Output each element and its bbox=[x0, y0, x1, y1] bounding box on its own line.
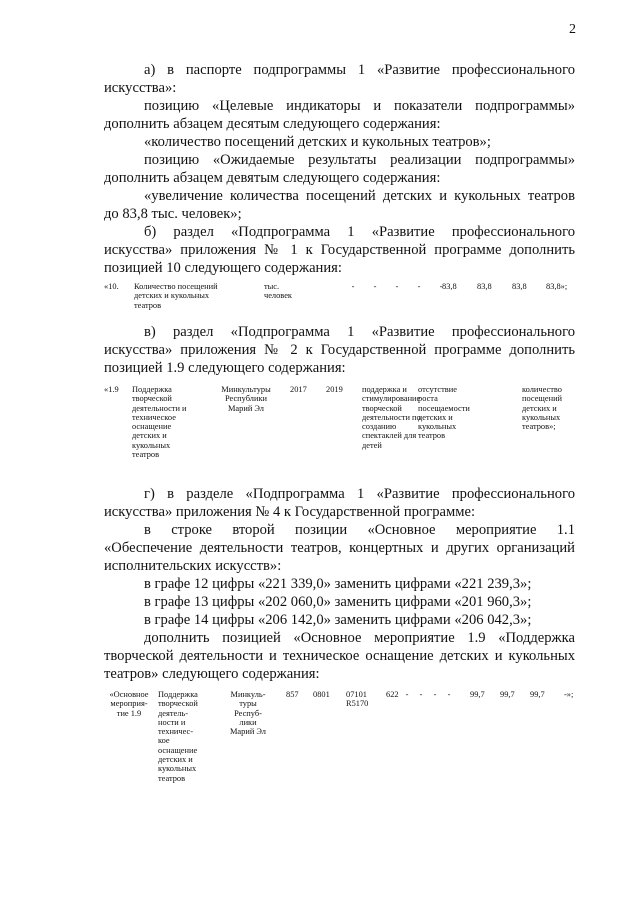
table-cell-executor: Минкуль- туры Респуб- лики Марий Эл bbox=[229, 690, 266, 737]
table-cell-value: 99,7 bbox=[470, 690, 485, 699]
table-cell-value: - bbox=[419, 690, 423, 699]
table-cell-value: - bbox=[395, 282, 399, 291]
table-cell-value: 99,7 bbox=[500, 690, 515, 699]
table-cell-value: - bbox=[351, 282, 355, 291]
table-cell-name: Поддержка творческой деятельности и техническое оснащение детских и кукольных театров bbox=[132, 385, 187, 460]
table-cell-name: Количество посещений детских и кукольных театров bbox=[134, 282, 218, 310]
paragraph-line: искусства» приложения № 1 к Государственной программе дополнить bbox=[104, 242, 575, 258]
paragraph-line: «увеличение количества посещений детских и кукольных театров bbox=[144, 188, 575, 204]
paragraph-line: в графе 12 цифры «221 339,0» заменить цифрами «221 239,3»; bbox=[144, 576, 532, 592]
table-position-10 bbox=[104, 282, 584, 318]
table-cell-indicator: количество посещений детских и кукольных театров»; bbox=[522, 385, 563, 432]
paragraph-line: «Обеспечение деятельности театров, концертных и других организаций bbox=[104, 540, 575, 556]
table-position-1-9 bbox=[104, 385, 584, 465]
paragraph-line: исполнительских искусств»: bbox=[104, 558, 282, 574]
paragraph-line: искусства»: bbox=[104, 80, 177, 96]
table-cell-title: Поддержка творческой деятель- ности и техничес- кое оснащение детских и кукольных театров bbox=[158, 690, 198, 783]
table-cell-value: - bbox=[433, 690, 437, 699]
paragraph-line: «количество посещений детских и кукольных театров»; bbox=[144, 134, 491, 150]
table-cell-executor: Минкультуры Республики Марий Эл bbox=[221, 385, 271, 413]
table-cell-end-year: 2019 bbox=[326, 385, 343, 394]
paragraph-line: в строке второй позиции «Основное мероприятие 1.1 bbox=[144, 522, 575, 538]
table-main-event-1-9 bbox=[104, 690, 584, 790]
paragraph-line: позицией 1.9 следующего содержания: bbox=[104, 360, 346, 376]
table-cell-start-year: 2017 bbox=[290, 385, 307, 394]
table-cell-number: «1.9 bbox=[104, 385, 119, 394]
paragraph-line: позицию «Целевые индикаторы и показатели подпрограммы» bbox=[144, 98, 575, 114]
table-cell-value: - bbox=[447, 690, 451, 699]
table-cell-name: «Основное мероприя- тие 1.9 bbox=[109, 690, 149, 718]
table-cell-number: «10. bbox=[104, 282, 119, 291]
table-cell-value: 83,8 bbox=[442, 282, 457, 291]
paragraph-line: позицией 10 следующего содержания: bbox=[104, 260, 342, 276]
paragraph-line: дополнить позицией «Основное мероприятие 1.9 «Поддержка bbox=[144, 630, 575, 646]
paragraph-line: в графе 14 цифры «206 142,0» заменить цифрами «206 042,3»; bbox=[144, 612, 532, 628]
table-cell-value: - bbox=[405, 690, 409, 699]
table-cell-direction: поддержка и стимулирование творческой деятельности по созданию спектаклей для детей bbox=[362, 385, 421, 450]
table-cell-csr: 07101 R5170 bbox=[346, 690, 369, 709]
table-cell-rzpr: 0801 bbox=[313, 690, 330, 699]
table-cell-vr: 622 bbox=[386, 690, 399, 699]
paragraph-line: г) в разделе «Подпрограмма 1 «Развитие профессионального bbox=[144, 486, 575, 502]
table-cell-value: 83,8»; bbox=[546, 282, 568, 291]
paragraph-line: дополнить абзацем девятым следующего содержания: bbox=[104, 170, 441, 186]
table-cell-consequence: отсутствие роста посещаемости детских и кукольных театров bbox=[418, 385, 470, 441]
table-cell-value: 99,7 bbox=[530, 690, 545, 699]
table-cell-value: - bbox=[439, 282, 443, 291]
paragraph-line: творческой деятельности и техническое оснащение детских и кукольных bbox=[104, 648, 575, 664]
table-cell-grbs: 857 bbox=[286, 690, 299, 699]
table-cell-value: - bbox=[417, 282, 421, 291]
table-cell-value: -»; bbox=[564, 690, 574, 699]
paragraph-line: в) раздел «Подпрограмма 1 «Развитие профессионального bbox=[144, 324, 575, 340]
paragraph-line: до 83,8 тыс. человек»; bbox=[104, 206, 242, 222]
paragraph-line: а) в паспорте подпрограммы 1 «Развитие профессионального bbox=[144, 62, 575, 78]
paragraph-line: б) раздел «Подпрограмма 1 «Развитие профессионального bbox=[144, 224, 575, 240]
paragraph-line: искусства» приложения № 4 к Государственной программе: bbox=[104, 504, 476, 520]
table-cell-value: 83,8 bbox=[512, 282, 527, 291]
paragraph-line: позицию «Ожидаемые результаты реализации подпрограммы» bbox=[144, 152, 575, 168]
table-cell-unit: тыс. человек bbox=[264, 282, 292, 301]
page-number: 2 bbox=[569, 22, 576, 37]
paragraph-line: в графе 13 цифры «202 060,0» заменить цифрами «201 960,3»; bbox=[144, 594, 532, 610]
table-cell-value: - bbox=[373, 282, 377, 291]
paragraph-line: дополнить абзацем десятым следующего содержания: bbox=[104, 116, 441, 132]
table-cell-value: 83,8 bbox=[477, 282, 492, 291]
paragraph-line: театров» следующего содержания: bbox=[104, 666, 320, 682]
paragraph-line: искусства» приложения № 2 к Государственной программе дополнить bbox=[104, 342, 575, 358]
